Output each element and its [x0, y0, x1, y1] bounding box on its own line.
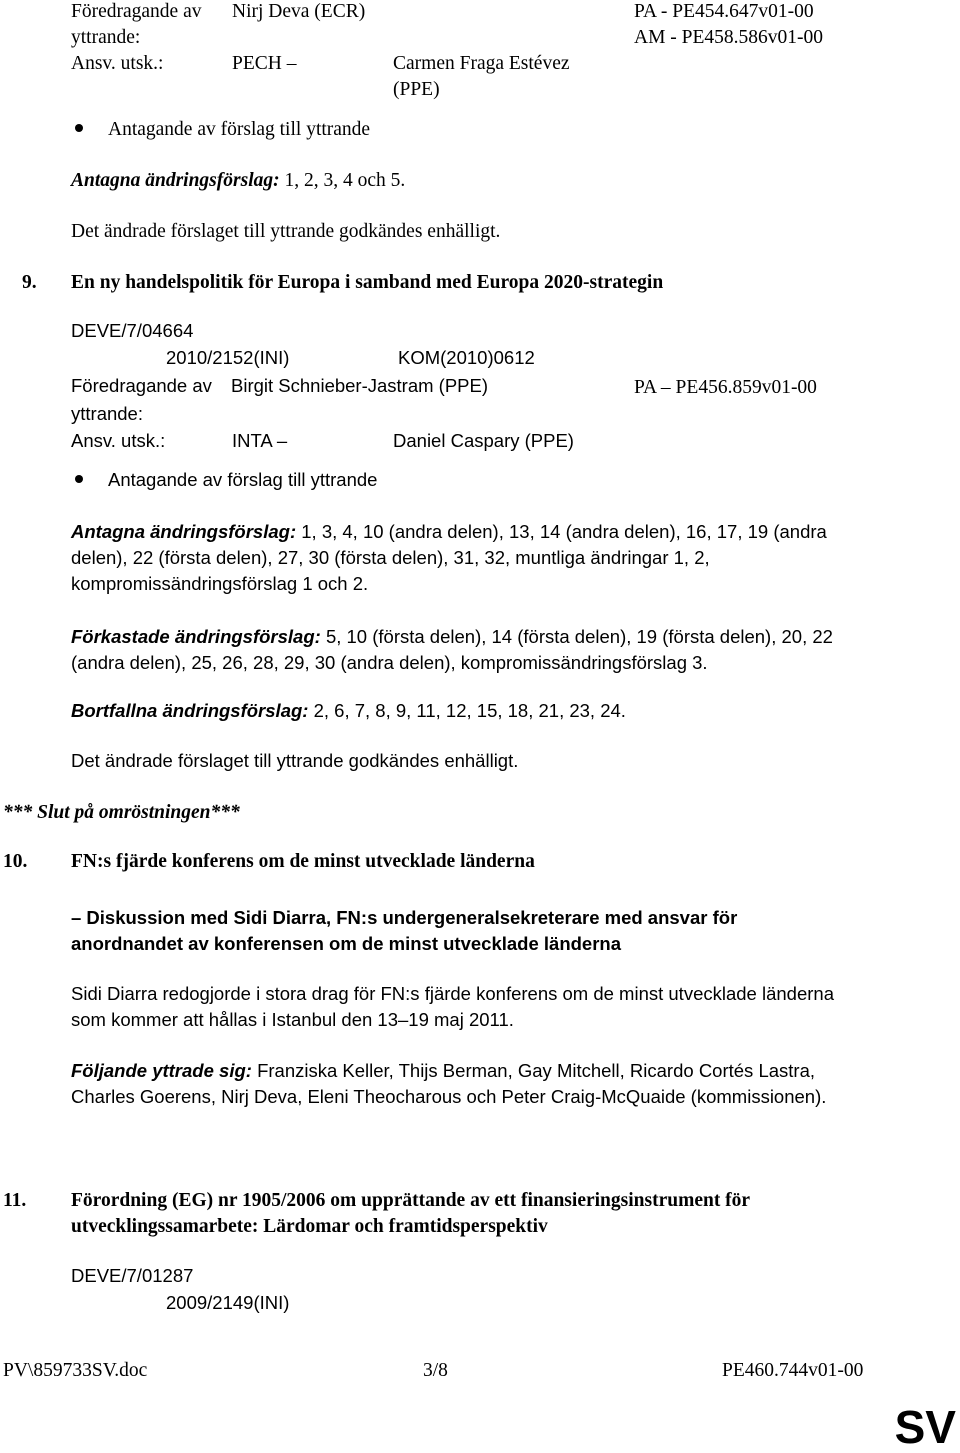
item-9-lapsed	[71, 702, 626, 721]
item-10-title: FN:s fjärde konferens om de minst utvecklade länderna	[71, 851, 535, 872]
item-10-discussion: – Diskussion med Sidi Diarra, FN:s undergeneralsekreterare med ansvar för anordnandet av konferensen om de minst utvecklade länderna	[71, 907, 738, 954]
item-9-rejected	[71, 624, 871, 676]
item-10-speakers-text: Franziska Keller, Thijs Berman, Gay Mitchell, Ricardo Cortés Lastra, Charles Goerens, Nirj Deva, Eleni Theocharous och Peter Craig-McQuaide (kommissionen).	[71, 1060, 827, 1107]
item-9-approved-text: Det ändrade förslaget till yttrande godkändes enhälligt.	[71, 750, 519, 771]
item-9-lapsed-label: Bortfallna ändringsförslag:	[71, 700, 309, 721]
item-11-title: Förordning (EG) nr 1905/2006 om upprättande av ett finansieringsinstrument för utvecklingssamarbete: Lärdomar och framtidsperspektiv	[71, 1190, 750, 1237]
language-code: SV	[894, 1401, 956, 1453]
item-9-ref: DEVE/7/04664	[71, 320, 194, 341]
footer-docref: PE460.744v01-00	[722, 1360, 864, 1381]
footer-filename: PV\859733SV.doc	[3, 1360, 148, 1381]
committee-label: Ansv. utsk.:	[71, 53, 164, 74]
item-11-number: 11.	[3, 1190, 27, 1211]
item-9-ref-pa: PA – PE456.859v01-00	[634, 377, 817, 398]
adopted-text: 1, 2, 3, 4 och 5.	[284, 170, 406, 191]
item-9-adopted-label: Antagna ändringsförslag:	[71, 521, 297, 542]
item-9-committee: INTA –	[232, 430, 288, 451]
approved-text: Det ändrade förslaget till yttrande godkändes enhälligt.	[71, 221, 501, 242]
item-9-bullet-text: Antagande av förslag till yttrande	[108, 469, 378, 490]
item-11-procedure: 2009/2149(INI)	[166, 1292, 290, 1313]
item-9-com: KOM(2010)0612	[398, 347, 535, 368]
item-9-rapporteur-name: Birgit Schnieber-Jastram (PPE)	[231, 375, 489, 396]
rapporteur-label: Föredragande av	[71, 1, 202, 22]
item-9-rejected-label: Förkastade ändringsförslag:	[71, 626, 321, 647]
item-9-title: En ny handelspolitik för Europa i samband med Europa 2020-strategin	[71, 272, 664, 293]
item-10-number: 10.	[3, 851, 28, 872]
bullet-icon	[75, 124, 83, 132]
item-9-rapporteur-label: Föredragande av	[71, 375, 212, 396]
ref-pa: PA - PE454.647v01-00	[634, 1, 814, 22]
item-9-adopted-text: 1, 3, 4, 10 (andra delen), 13, 14 (andra delen), 16, 17, 19 (andra delen), 22 (första delen), 27, 30 (första delen), 31, 32, muntliga ändringar 1, 2, kompromissändringsförslag 1 och 2.	[71, 521, 827, 594]
item-10-speakers	[71, 1058, 861, 1110]
bullet-icon	[75, 475, 83, 483]
item-9-number: 9.	[22, 272, 37, 293]
rapporteur-name: Nirj Deva (ECR)	[232, 1, 366, 22]
item-9-lapsed-text: 2, 6, 7, 8, 9, 11, 12, 15, 18, 21, 23, 24.	[313, 700, 626, 721]
item-9-committee-rapporteur: Daniel Caspary (PPE)	[393, 430, 574, 451]
end-of-vote: *** Slut på omröstningen***	[3, 802, 240, 823]
item-9-rapporteur-label-2: yttrande:	[71, 403, 143, 424]
rapporteur-label-2: yttrande:	[71, 27, 141, 48]
footer-page: 3/8	[423, 1360, 448, 1381]
committee-rapporteur: Carmen Fraga Estévez	[393, 53, 570, 74]
item-9-procedure: 2010/2152(INI)	[166, 347, 290, 368]
bullet-text: Antagande av förslag till yttrande	[108, 119, 371, 140]
committee-rapporteur-group: (PPE)	[393, 79, 440, 100]
item-9-committee-label: Ansv. utsk.:	[71, 430, 166, 451]
item-9-adopted	[71, 519, 871, 597]
item-11-ref: DEVE/7/01287	[71, 1265, 194, 1286]
item-9-rejected-text: 5, 10 (första delen), 14 (första delen), 19 (första delen), 20, 22 (andra delen), 25, 26, 28, 29, 30 (andra delen), kompromissändringsförslag 3.	[71, 626, 833, 673]
adopted-amendments	[71, 171, 405, 191]
ref-am: AM - PE458.586v01-00	[634, 27, 824, 48]
adopted-label: Antagna ändringsförslag:	[71, 170, 280, 191]
item-10-summary: Sidi Diarra redogjorde i stora drag för FN:s fjärde konferens om de minst utvecklade länderna som kommer att hållas i Istanbul den 13–19 maj 2011.	[71, 983, 834, 1030]
item-10-speakers-label: Följande yttrade sig:	[71, 1060, 252, 1081]
committee: PECH –	[232, 53, 297, 74]
